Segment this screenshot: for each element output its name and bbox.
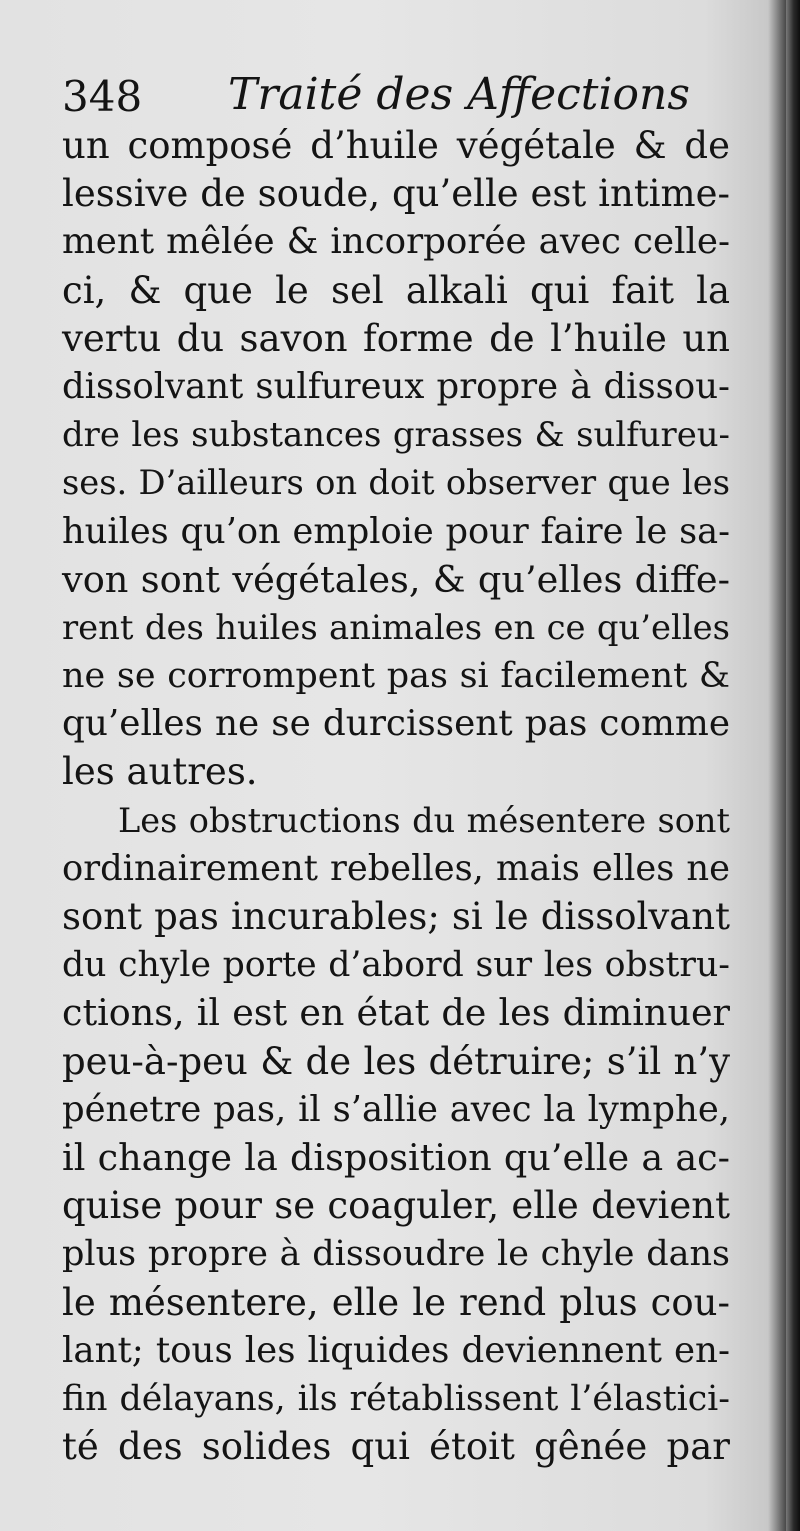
running-title: Traité des Affections bbox=[228, 69, 690, 120]
running-head bbox=[62, 66, 742, 126]
paragraph-1 bbox=[62, 122, 730, 797]
text-line: ordinairement rebelles, mais elles ne bbox=[62, 847, 730, 889]
paragraph-2 bbox=[62, 797, 730, 1472]
body-text bbox=[62, 122, 730, 1471]
page-edge-shadow bbox=[786, 0, 800, 1531]
text-line: Les obstructions du mésentere sont bbox=[118, 800, 730, 840]
text-line: vertu du savon forme de l’huile un bbox=[62, 316, 730, 360]
text-line: quise pour se coaguler, elle devient bbox=[62, 1184, 730, 1228]
text-line: un composé d’huile végétale & de bbox=[62, 124, 730, 167]
text-line: dissolvant sulfureux propre à dissou- bbox=[62, 365, 730, 407]
text-line: von sont végétales, & qu’elles diffe- bbox=[62, 557, 730, 601]
text-line: huiles qu’on emploie pour faire le sa- bbox=[62, 510, 730, 552]
text-line: ment mêlée & incorporée avec celle- bbox=[62, 221, 730, 263]
text-line: té des solides qui étoit gênée par bbox=[62, 1425, 730, 1469]
text-line: plus propre à dissoudre le chyle dans bbox=[62, 1233, 730, 1275]
text-line: ne se corrompent pas si facilement & bbox=[62, 656, 730, 697]
text-line: le mésentere, elle le rend plus cou- bbox=[62, 1280, 730, 1324]
text-line: pénetre pas, il s’allie avec la lymphe, bbox=[62, 1088, 730, 1130]
text-line: lant; tous les liquides deviennent en- bbox=[62, 1329, 730, 1371]
text-line: ses. D’ailleurs on doit observer que les bbox=[62, 463, 730, 503]
text-line: peu-à-peu & de les détruire; s’il n’y bbox=[62, 1039, 730, 1083]
text-line: il change la disposition qu’elle a ac- bbox=[62, 1135, 730, 1179]
text-line: qu’elles ne se durcissent pas comme bbox=[62, 703, 730, 745]
page-number: 348 bbox=[62, 72, 143, 121]
text-line: sont pas incurables; si le dissolvant bbox=[62, 895, 730, 938]
text-line: ctions, il est en état de les diminuer bbox=[62, 991, 730, 1035]
text-line: dre les substances grasses & sulfureu- bbox=[62, 415, 730, 455]
text-line: rent des huiles animales en ce qu’elles bbox=[62, 607, 730, 647]
text-line: lessive de soude, qu’elle est intime- bbox=[62, 172, 730, 216]
text-line: les autres. bbox=[62, 750, 258, 794]
text-line: du chyle porte d’abord sur les obstru- bbox=[62, 945, 730, 986]
text-line: ci, & que le sel alkali qui fait la bbox=[62, 268, 730, 312]
text-line: fin délayans, ils rétablissent l’élastici- bbox=[62, 1378, 730, 1419]
